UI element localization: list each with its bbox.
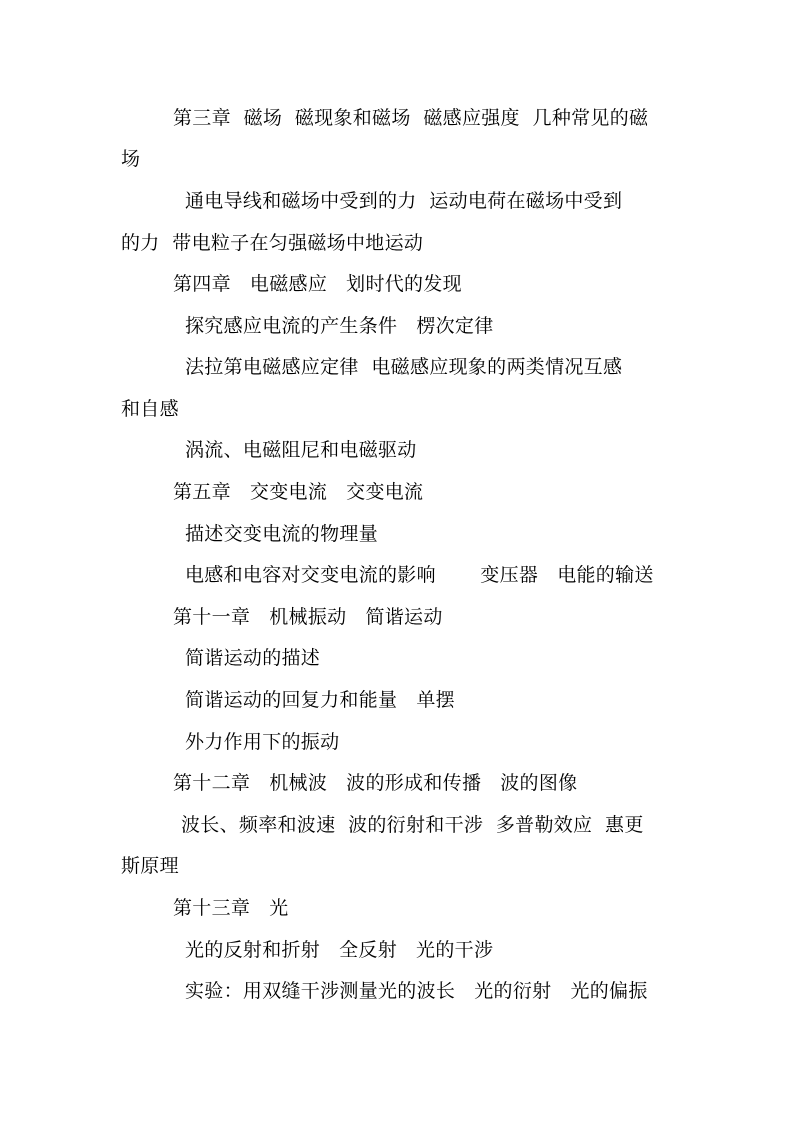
- section-line: 电感和电容对交变电流的影响 变压器 电能的输送: [185, 564, 654, 586]
- section-line: 描述交变电流的物理量: [185, 523, 379, 545]
- section-line-continued: 和自感: [121, 398, 179, 420]
- section-line: 波长、频率和波速 波的衍射和干涉 多普勒效应 惠更: [181, 814, 644, 836]
- chapter-3-heading: 第三章 磁场 磁现象和磁场 磁感应强度 几种常见的磁: [173, 107, 649, 129]
- section-line: 通电导线和磁场中受到的力 运动电荷在磁场中受到: [185, 190, 623, 212]
- section-line-continued: 的力 带电粒子在匀强磁场中地运动: [121, 232, 424, 254]
- section-line: 光的反射和折射 全反射 光的干涉: [185, 939, 494, 961]
- chapter-4-heading: 第四章 电磁感应 划时代的发现: [173, 273, 462, 295]
- section-line: 外力作用下的振动: [185, 731, 340, 753]
- section-line: 涡流、电磁阻尼和电磁驱动: [185, 439, 417, 461]
- section-line: 法拉第电磁感应定律 电磁感应现象的两类情况互感: [185, 356, 623, 378]
- chapter-12-heading: 第十二章 机械波 波的形成和传播 波的图像: [173, 772, 578, 794]
- chapter-13-heading: 第十三章 光: [173, 897, 289, 919]
- section-line: 探究感应电流的产生条件 楞次定律: [185, 315, 494, 337]
- chapter-5-heading: 第五章 交变电流 交变电流: [173, 481, 424, 503]
- section-line: 简谐运动的回复力和能量 单摆: [185, 689, 455, 711]
- chapter-11-heading: 第十一章 机械振动 简谐运动: [173, 606, 443, 628]
- section-line-continued: 斯原理: [121, 855, 179, 877]
- section-line: 实验：用双缝干涉测量光的波长 光的衍射 光的偏振: [185, 980, 648, 1002]
- section-line: 简谐运动的描述: [185, 647, 321, 669]
- chapter-3-heading-continued: 场: [121, 148, 141, 170]
